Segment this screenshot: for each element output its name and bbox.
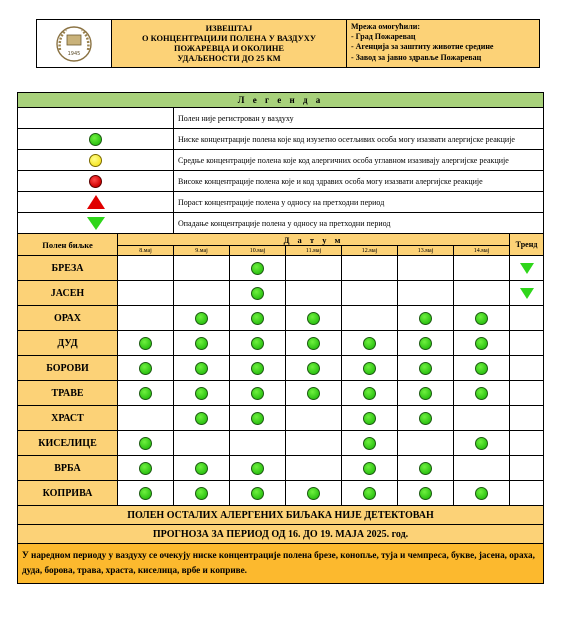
green-circle-icon bbox=[195, 462, 208, 475]
legend-row bbox=[18, 108, 544, 129]
date-header-cell: 8.мај bbox=[118, 246, 174, 256]
green-circle-icon bbox=[307, 387, 320, 400]
legend-text: Средње концентрације полена које код алергичних особа углавном изазивају алергијске реакције bbox=[174, 150, 544, 171]
green-circle-icon bbox=[419, 387, 432, 400]
red-up-triangle-icon bbox=[87, 195, 105, 209]
legend-row bbox=[18, 192, 544, 213]
green-circle-icon bbox=[139, 387, 152, 400]
pollen-level-cell bbox=[286, 331, 342, 356]
plant-name: ХРАСТ bbox=[18, 406, 118, 431]
pollen-level-cell bbox=[342, 431, 398, 456]
pollen-level-cell bbox=[454, 281, 510, 306]
yellow-circle-icon bbox=[89, 154, 102, 167]
pollen-level-cell bbox=[230, 306, 286, 331]
trend-cell bbox=[510, 381, 544, 406]
pollen-level-cell bbox=[454, 306, 510, 331]
legend-text: Полен није регистрован у ваздуху bbox=[174, 108, 544, 129]
pollen-level-cell bbox=[342, 456, 398, 481]
pollen-level-cell bbox=[174, 431, 230, 456]
green-circle-icon bbox=[139, 437, 152, 450]
green-circle-icon bbox=[251, 462, 264, 475]
table-row bbox=[18, 331, 544, 356]
pollen-level-cell bbox=[174, 256, 230, 281]
plant-name: ВРБА bbox=[18, 456, 118, 481]
trend-cell bbox=[510, 456, 544, 481]
pollen-level-cell bbox=[286, 306, 342, 331]
green-circle-icon bbox=[363, 412, 376, 425]
pollen-level-cell bbox=[342, 281, 398, 306]
pollen-level-cell bbox=[118, 356, 174, 381]
pollen-level-cell bbox=[286, 356, 342, 381]
network-line: - Завод за јавно здравље Пожаревац bbox=[351, 52, 482, 62]
title-line: УДАЉЕНОСТИ ДО 25 КМ bbox=[177, 53, 281, 63]
pollen-level-cell bbox=[342, 256, 398, 281]
pollen-level-cell bbox=[118, 256, 174, 281]
green-circle-icon bbox=[307, 337, 320, 350]
pollen-level-cell bbox=[286, 406, 342, 431]
green-circle-icon bbox=[139, 362, 152, 375]
green-circle-icon bbox=[251, 287, 264, 300]
green-circle-icon bbox=[307, 312, 320, 325]
green-circle-icon bbox=[139, 462, 152, 475]
pollen-level-cell bbox=[230, 256, 286, 281]
green-circle-icon bbox=[363, 462, 376, 475]
pollen-level-cell bbox=[230, 356, 286, 381]
network-line: Мрежа омогућили: bbox=[351, 22, 420, 31]
trend-cell bbox=[510, 356, 544, 381]
pollen-level-cell bbox=[398, 281, 454, 306]
date-header-cell: 9.мај bbox=[174, 246, 230, 256]
green-circle-icon bbox=[475, 362, 488, 375]
plant-name: ЈАСЕН bbox=[18, 281, 118, 306]
date-header-cell: 12.мај bbox=[342, 246, 398, 256]
pollen-level-cell bbox=[230, 281, 286, 306]
green-circle-icon bbox=[363, 362, 376, 375]
green-circle-icon bbox=[475, 387, 488, 400]
table-row bbox=[18, 481, 544, 506]
pollen-level-cell bbox=[398, 306, 454, 331]
trend-cell bbox=[510, 256, 544, 281]
date-header-cell: 10.мај bbox=[230, 246, 286, 256]
legend-row bbox=[18, 129, 544, 150]
green-circle-icon bbox=[419, 462, 432, 475]
table-row bbox=[18, 431, 544, 456]
pollen-level-cell bbox=[398, 431, 454, 456]
green-circle-icon bbox=[363, 387, 376, 400]
legend-symbol bbox=[18, 150, 174, 171]
legend-title: Л е г е н д а bbox=[18, 93, 544, 108]
pollen-level-cell bbox=[342, 356, 398, 381]
trend-cell bbox=[510, 406, 544, 431]
pollen-level-cell bbox=[398, 456, 454, 481]
title-line: О КОНЦЕНТРАЦИЈИ ПОЛЕНА У ВАЗДУХУ bbox=[142, 33, 316, 43]
pollen-level-cell bbox=[174, 456, 230, 481]
table-row bbox=[18, 256, 544, 281]
pollen-level-cell bbox=[398, 356, 454, 381]
pollen-level-cell bbox=[454, 256, 510, 281]
trend-column-header: Тренд bbox=[510, 234, 544, 256]
legend-row bbox=[18, 171, 544, 192]
title-line: ПОЖАРЕВЦА И ОКОЛИНЕ bbox=[173, 43, 285, 53]
pollen-level-cell bbox=[174, 356, 230, 381]
green-circle-icon bbox=[419, 487, 432, 500]
green-circle-icon bbox=[251, 312, 264, 325]
pollen-level-cell bbox=[398, 406, 454, 431]
pollen-level-cell bbox=[174, 281, 230, 306]
report-footer bbox=[18, 506, 544, 584]
network-line: - Агенција за заштиту животне средине bbox=[351, 42, 494, 52]
plant-name: ДУД bbox=[18, 331, 118, 356]
pollen-level-cell bbox=[454, 456, 510, 481]
pollen-level-cell bbox=[454, 481, 510, 506]
pollen-level-cell bbox=[454, 356, 510, 381]
legend-text: Високе концентрације полена које и код здравих особа могу изазвати алергијске реакције bbox=[174, 171, 544, 192]
legend-symbol bbox=[18, 129, 174, 150]
date-column-header: Д а т у м bbox=[118, 234, 510, 246]
date-header-cell: 13.мај bbox=[398, 246, 454, 256]
pollen-level-cell bbox=[342, 306, 398, 331]
plant-name: КИСЕЛИЦЕ bbox=[18, 431, 118, 456]
pollen-level-cell bbox=[398, 481, 454, 506]
pollen-level-cell bbox=[398, 256, 454, 281]
trend-cell bbox=[510, 481, 544, 506]
title-line: ИЗВЕШТАЈ bbox=[205, 23, 253, 33]
legend-row bbox=[18, 150, 544, 171]
pollen-level-cell bbox=[118, 481, 174, 506]
network-line: - Град Пожаревац bbox=[351, 32, 416, 42]
legend-symbol bbox=[18, 171, 174, 192]
legend bbox=[18, 93, 544, 234]
green-circle-icon bbox=[419, 337, 432, 350]
green-down-triangle-icon bbox=[87, 217, 105, 230]
trend-cell bbox=[510, 281, 544, 306]
table-row bbox=[18, 306, 544, 331]
pollen-level-cell bbox=[230, 431, 286, 456]
legend-symbol bbox=[18, 108, 174, 129]
pollen-level-cell bbox=[230, 381, 286, 406]
pollen-level-cell bbox=[230, 481, 286, 506]
pollen-level-cell bbox=[174, 331, 230, 356]
forecast-text: У наредном периоду у ваздуху се очекују ниске концентрације полена брезе, конопље, туја и чемпреса, букве, јасена, ораха, дуда, борова, трава, храста, киселица, врбе и коприве. bbox=[18, 544, 544, 584]
report-title bbox=[112, 20, 347, 67]
pollen-level-cell bbox=[454, 431, 510, 456]
green-circle-icon bbox=[251, 387, 264, 400]
pollen-level-cell bbox=[230, 331, 286, 356]
report-header bbox=[36, 19, 540, 68]
pollen-level-cell bbox=[118, 456, 174, 481]
green-circle-icon bbox=[251, 362, 264, 375]
green-circle-icon bbox=[195, 312, 208, 325]
green-circle-icon bbox=[475, 487, 488, 500]
pollen-table bbox=[17, 92, 544, 584]
pollen-level-cell bbox=[454, 406, 510, 431]
pollen-level-cell bbox=[342, 331, 398, 356]
pollen-level-cell bbox=[342, 481, 398, 506]
plant-name: БРЕЗА bbox=[18, 256, 118, 281]
pollen-level-cell bbox=[286, 431, 342, 456]
pollen-level-cell bbox=[454, 331, 510, 356]
green-circle-icon bbox=[419, 312, 432, 325]
green-circle-icon bbox=[251, 262, 264, 275]
pollen-level-cell bbox=[286, 456, 342, 481]
legend-symbol bbox=[18, 192, 174, 213]
green-circle-icon bbox=[251, 337, 264, 350]
green-circle-icon bbox=[139, 337, 152, 350]
plant-name: ОРАХ bbox=[18, 306, 118, 331]
green-circle-icon bbox=[195, 362, 208, 375]
legend-text: Ниске концентрације полена које код изузетно осетљивих особа могу изазвати алергијске реакције bbox=[174, 129, 544, 150]
pollen-level-cell bbox=[286, 481, 342, 506]
legend-text: Опадање концентрације полена у односу на претходни период bbox=[174, 213, 544, 234]
green-circle-icon bbox=[139, 487, 152, 500]
green-down-triangle-icon bbox=[520, 263, 534, 274]
table-row bbox=[18, 381, 544, 406]
laurel-emblem-icon bbox=[52, 24, 96, 64]
plant-name: КОПРИВА bbox=[18, 481, 118, 506]
pollen-grid bbox=[18, 234, 544, 506]
pollen-level-cell bbox=[174, 481, 230, 506]
pollen-level-cell bbox=[286, 256, 342, 281]
green-circle-icon bbox=[475, 437, 488, 450]
legend-text: Пораст концентрације полена у односу на претходни период bbox=[174, 192, 544, 213]
pollen-level-cell bbox=[118, 306, 174, 331]
green-circle-icon bbox=[307, 362, 320, 375]
green-circle-icon bbox=[307, 487, 320, 500]
pollen-level-cell bbox=[118, 431, 174, 456]
green-circle-icon bbox=[251, 412, 264, 425]
pollen-level-cell bbox=[174, 381, 230, 406]
table-row bbox=[18, 406, 544, 431]
trend-cell bbox=[510, 431, 544, 456]
pollen-level-cell bbox=[398, 381, 454, 406]
plant-name: БОРОВИ bbox=[18, 356, 118, 381]
legend-row bbox=[18, 213, 544, 234]
pollen-level-cell bbox=[398, 331, 454, 356]
red-circle-icon bbox=[89, 175, 102, 188]
green-circle-icon bbox=[363, 437, 376, 450]
pollen-level-cell bbox=[118, 281, 174, 306]
green-circle-icon bbox=[419, 412, 432, 425]
pollen-level-cell bbox=[342, 406, 398, 431]
table-row bbox=[18, 356, 544, 381]
green-circle-icon bbox=[195, 337, 208, 350]
pollen-level-cell bbox=[230, 456, 286, 481]
not-detected-note: ПОЛЕН ОСТАЛИХ АЛЕРГЕНИХ БИЉАКА НИЈЕ ДЕТЕКТОВАН bbox=[18, 506, 544, 525]
table-row bbox=[18, 456, 544, 481]
green-circle-icon bbox=[475, 312, 488, 325]
green-circle-icon bbox=[195, 412, 208, 425]
pollen-level-cell bbox=[174, 306, 230, 331]
pollen-level-cell bbox=[174, 406, 230, 431]
green-circle-icon bbox=[251, 487, 264, 500]
green-circle-icon bbox=[195, 387, 208, 400]
green-circle-icon bbox=[363, 337, 376, 350]
institute-logo bbox=[37, 20, 112, 67]
pollen-level-cell bbox=[118, 381, 174, 406]
table-row bbox=[18, 281, 544, 306]
logo-year: 1945 bbox=[67, 50, 81, 57]
plant-column-header: Полен биљке bbox=[18, 234, 118, 256]
pollen-level-cell bbox=[118, 406, 174, 431]
pollen-level-cell bbox=[230, 406, 286, 431]
pollen-level-cell bbox=[454, 381, 510, 406]
green-circle-icon bbox=[475, 337, 488, 350]
green-circle-icon bbox=[419, 362, 432, 375]
trend-cell bbox=[510, 306, 544, 331]
plant-name: ТРАВЕ bbox=[18, 381, 118, 406]
green-down-triangle-icon bbox=[520, 288, 534, 299]
forecast-title: ПРОГНОЗА ЗА ПЕРИОД ОД 16. ДО 19. МАЈА 2025. год. bbox=[18, 525, 544, 544]
pollen-level-cell bbox=[286, 381, 342, 406]
green-circle-icon bbox=[195, 487, 208, 500]
pollen-level-cell bbox=[286, 281, 342, 306]
date-header-cell: 11.мај bbox=[286, 246, 342, 256]
date-header-cell: 14.мај bbox=[454, 246, 510, 256]
pollen-level-cell bbox=[118, 331, 174, 356]
network-credits bbox=[347, 20, 539, 67]
green-circle-icon bbox=[363, 487, 376, 500]
green-circle-icon bbox=[89, 133, 102, 146]
pollen-level-cell bbox=[342, 381, 398, 406]
trend-cell bbox=[510, 331, 544, 356]
legend-symbol bbox=[18, 213, 174, 234]
